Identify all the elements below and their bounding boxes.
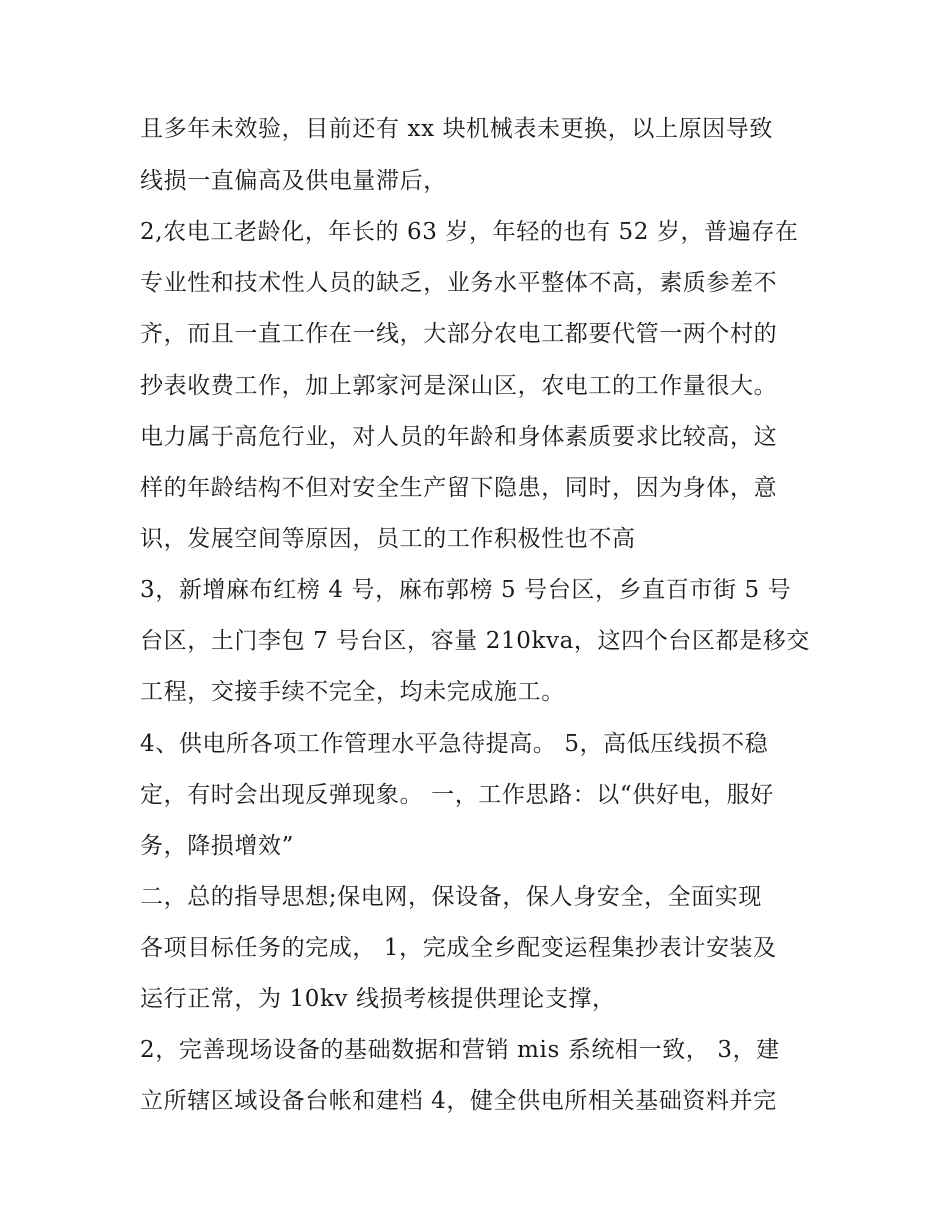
text-line: 运行正常，为 10kv 线损考核提供理论支撑， (140, 986, 616, 1012)
text-line: 2，完善现场设备的基础数据和营销 mis 系统相一致， 3，建 (140, 1037, 780, 1063)
text-line: 务，降损增效” (140, 833, 294, 859)
text-line: 专业性和技术性人员的缺乏，业务水平整体不高，素质参差不 (140, 270, 778, 296)
text-line: 且多年未效验，目前还有 xx 块机械表未更换，以上原因导致 (140, 116, 773, 142)
text-line: 抄表收费工作，加上郭家河是深山区，农电工的工作量很大。 (140, 373, 778, 399)
text-line: 齐，而且一直工作在一线，大部分农电工都要代管一两个村的 (140, 321, 778, 347)
text-line: 3，新增麻布红榜 4 号，麻布郭榜 5 号台区，乡直百市街 5 号 (140, 577, 792, 603)
text-line: 定，有时会出现反弹现象。 一，工作思路：以“供好电，服好 (140, 782, 774, 808)
text-line: 电力属于高危行业，对人员的年龄和身体素质要求比较高，这 (140, 424, 778, 450)
text-line: 样的年龄结构不但对安全生产留下隐患，同时，因为身体，意 (140, 475, 778, 501)
text-line: 二，总的指导思想;保电网，保设备，保人身安全，全面实现 (140, 884, 762, 910)
text-line: 线损一直偏高及供电量滞后， (140, 168, 447, 194)
text-line: 工程，交接手续不完全，均未完成施工。 (140, 679, 565, 705)
text-line: 2,农电工老龄化，年长的 63 岁，年轻的也有 52 岁，普遍存在 (140, 219, 799, 245)
text-line: 台区，土门李包 7 号台区，容量 210kva，这四个台区都是移交 (140, 628, 810, 654)
text-line: 各项目标任务的完成， 1，完成全乡配变运程集抄表计安装及 (140, 935, 777, 961)
text-line: 识，发展空间等原因，员工的工作积极性也不高 (140, 526, 636, 552)
text-line: 立所辖区域设备台帐和建档 4，健全供电所相关基础资料并完 (140, 1088, 777, 1114)
text-line: 4、供电所各项工作管理水平急待提高。 5，高低压线损不稳 (140, 731, 769, 757)
